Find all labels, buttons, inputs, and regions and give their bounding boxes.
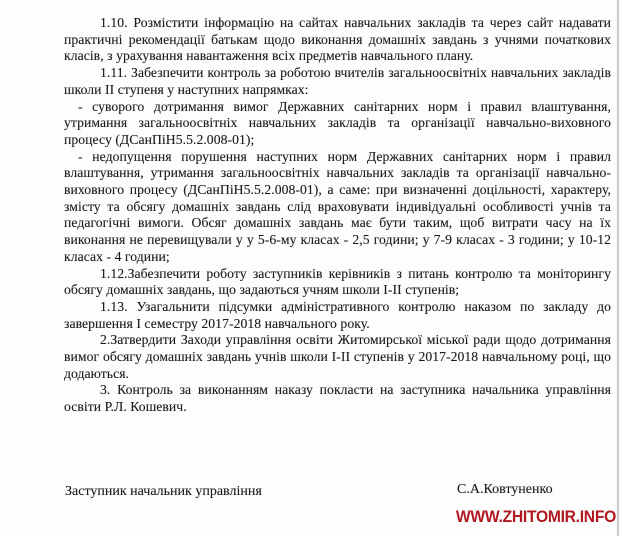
signature-name: С.А.Ковтуненко bbox=[457, 482, 553, 497]
paragraph-dash-sanitary-norms: - суворого дотримання вимог Державних санітарних норм і правил влаштування, утримання загальноосвітніх навчальних закладів та організації навчально-виховного процесу (ДСанПіН5.5.2.008-01); bbox=[64, 98, 611, 147]
document-body bbox=[64, 15, 611, 416]
signature-title: Заступник начальник управління bbox=[65, 484, 262, 499]
scan-edge-line bbox=[617, 0, 619, 536]
paragraph-3: 3. Контроль за виконанням наказу покласти на заступника начальника управління освіти Р.Л. Кошевич. bbox=[64, 382, 611, 415]
paragraph-1-11: 1.11. Забезпечити контроль за роботою вчителів загальноосвітніх навчальних закладів школи II ступеня у наступних напрямках: bbox=[64, 65, 611, 97]
paragraph-2: 2.Затвердити Заходи управління освіти Житомирської міської ради щодо дотримання вимог обсягу домашніх завдань учнів школи I-II ступенів у 2017-2018 навчальному році, що додаються. bbox=[64, 332, 611, 381]
paragraph-dash-homework-limits: - недопущення порушення наступних норм Державних санітарних норм і правил влаштування, утримання загальноосвітніх навчальних закладів та організації навчально-виховного процесу (ДСанПіН5.5.2.008-01), а саме: при визначенні доцільності, характеру, змісту та обсягу домашніх завдань слід враховувати індивідуальні особливості учнів та педагогічні вимоги. Обсяг домашніх завдань має бути таким, щоб витрати часу на їх виконання не перевищували у у 5-6-му класах - 2,5 години; у 7-9 класах - 3 години; у 10-12 класах - 4 години; bbox=[64, 148, 611, 264]
watermark-site-label: WWW.ZHITOMIR.INFO bbox=[455, 507, 616, 526]
paragraph-1-12: 1.12.Забезпечити роботу заступників керівників з питань контролю та моніторингу обсягу домашніх завдань, що задаються учням школи I-II ступенів; bbox=[64, 265, 611, 298]
paragraph-1-10: 1.10. Розмістити інформацію на сайтах навчальних закладів та через сайт надавати практичні рекомендації батькам щодо виконання домашніх завдань з учнями початкових класів, з урахування навантаження всіх предметів навчального плану. bbox=[64, 15, 611, 64]
paragraph-1-13: 1.13. Узагальнити підсумки адміністративного контролю наказом по закладу до завершення I семестру 2017-2018 навчального року. bbox=[64, 298, 611, 331]
